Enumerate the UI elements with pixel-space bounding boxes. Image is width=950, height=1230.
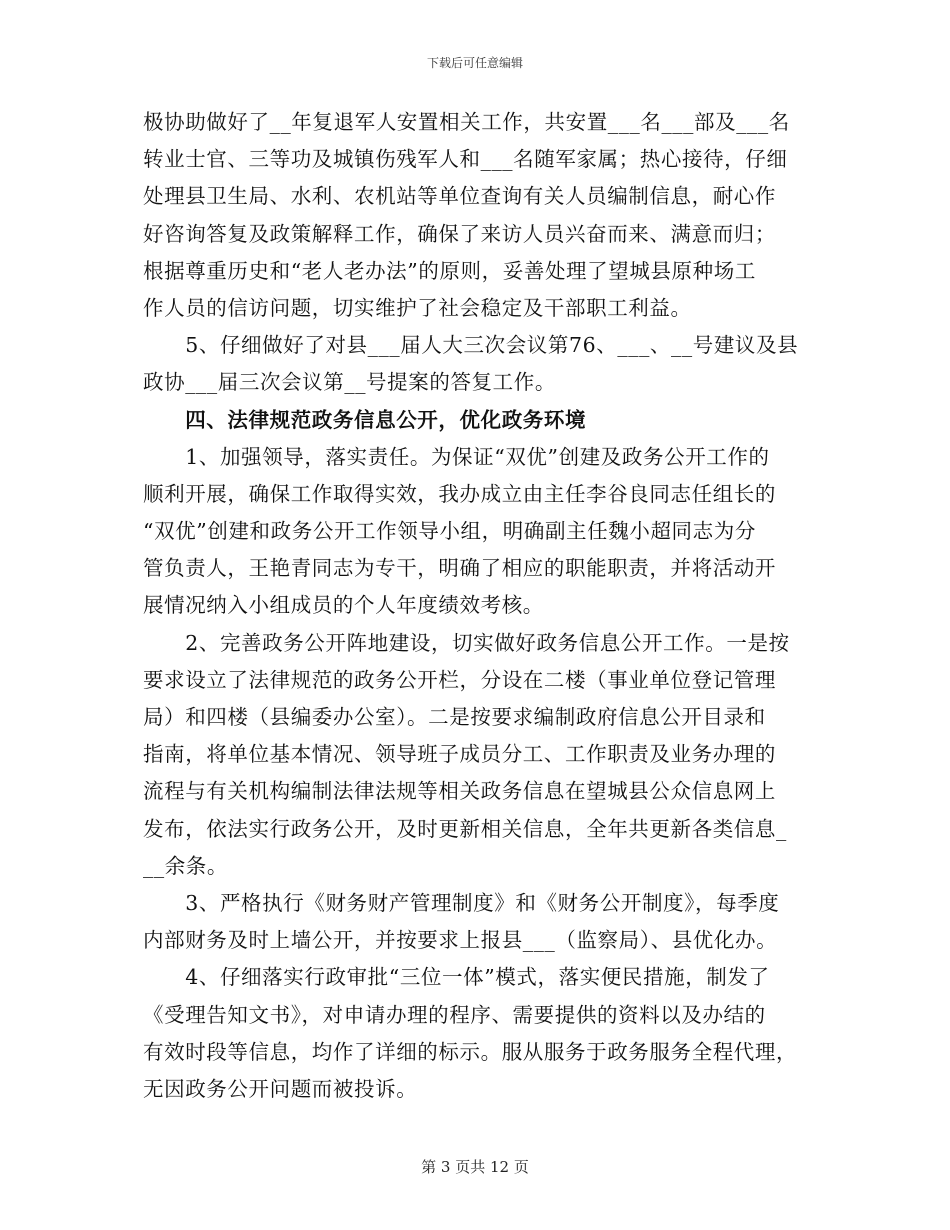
body-line: 局）和四楼（县编委办公室）。二是按要求编制政府信息公开目录和 <box>143 705 766 729</box>
document-body <box>143 104 813 1108</box>
body-line: 4、仔细落实行政审批“三位一体”模式，落实便民措施，制发了 <box>143 965 770 990</box>
body-line: 政协___届三次会议第__号提案的答复工作。 <box>143 370 556 395</box>
body-line: 作人员的信访问题，切实维护了社会稳定及干部职工利益。 <box>143 295 692 320</box>
body-line: 3、严格执行《财务财产管理制度》和《财务公开制度》，每季度 <box>143 890 780 915</box>
body-line: “双优”创建和政务公开工作领导小组，明确副主任魏小超同志为分 <box>143 519 756 544</box>
body-line: 顺利开展，确保工作取得实效，我办成立由主任李谷良同志任组长的 <box>143 481 776 506</box>
page-header: 下载后可任意编辑 <box>426 56 523 70</box>
body-line: 无因政务公开问题而被投诉。 <box>143 1076 418 1101</box>
body-line: 指南，将单位基本情况、领导班子成员分工、工作职责及业务办理的 <box>143 742 776 767</box>
body-line: 根据尊重历史和“老人老办法”的原则，妥善处理了望城县原种场工 <box>143 258 756 283</box>
body-line: 好咨询答复及政策解释工作，确保了来访人员兴奋而来、满意而归； <box>143 221 776 246</box>
body-line: 要求设立了法律规范的政务公开栏，分设在二楼（事业单位登记管理 <box>143 667 776 692</box>
body-line: 转业士官、三等功及城镇伤残军人和___名随军家属；热心接待，仔细 <box>143 147 788 172</box>
body-line: 内部财务及时上墙公开，并按要求上报县___（监察局）、县优化办。 <box>143 928 778 953</box>
body-line: 流程与有关机构编制法律法规等相关政务信息在望城县公众信息网上 <box>143 779 776 804</box>
body-line: 1、加强领导，落实责任。为保证“双优”创建及政务公开工作的 <box>143 444 770 469</box>
body-line: 展情况纳入小组成员的个人年度绩效考核。 <box>143 593 544 618</box>
body-line: 2、完善政务公开阵地建设，切实做好政务信息公开工作。一是按 <box>143 630 790 655</box>
body-line: 有效时段等信息，均作了详细的标示。服从服务于政务服务全程代理， <box>143 1039 798 1064</box>
body-line: 处理县卫生局、水利、农机站等单位查询有关人员编制信息，耐心作 <box>143 184 776 209</box>
page-footer: 第 3 页共 12 页 <box>421 1158 529 1176</box>
body-line: 《受理告知文书》，对申请办理的程序、需要提供的资料以及办结的 <box>143 1002 766 1027</box>
body-line: __余条。 <box>143 853 228 878</box>
body-line: 发布，依法实行政务公开，及时更新相关信息，全年共更新各类信息_ <box>143 816 787 841</box>
body-line: 极协助做好了__年复退军人安置相关工作，共安置___名___部及___名 <box>143 110 790 134</box>
body-line: 管负责人，王艳青同志为专干，明确了相应的职能职责，并将活动开 <box>143 556 776 581</box>
section-heading: 四、法律规范政务信息公开，优化政务环境 <box>143 407 587 432</box>
body-line: 5、仔细做好了对县___届人大三次会议第76、___、__号建议及县 <box>143 333 799 358</box>
